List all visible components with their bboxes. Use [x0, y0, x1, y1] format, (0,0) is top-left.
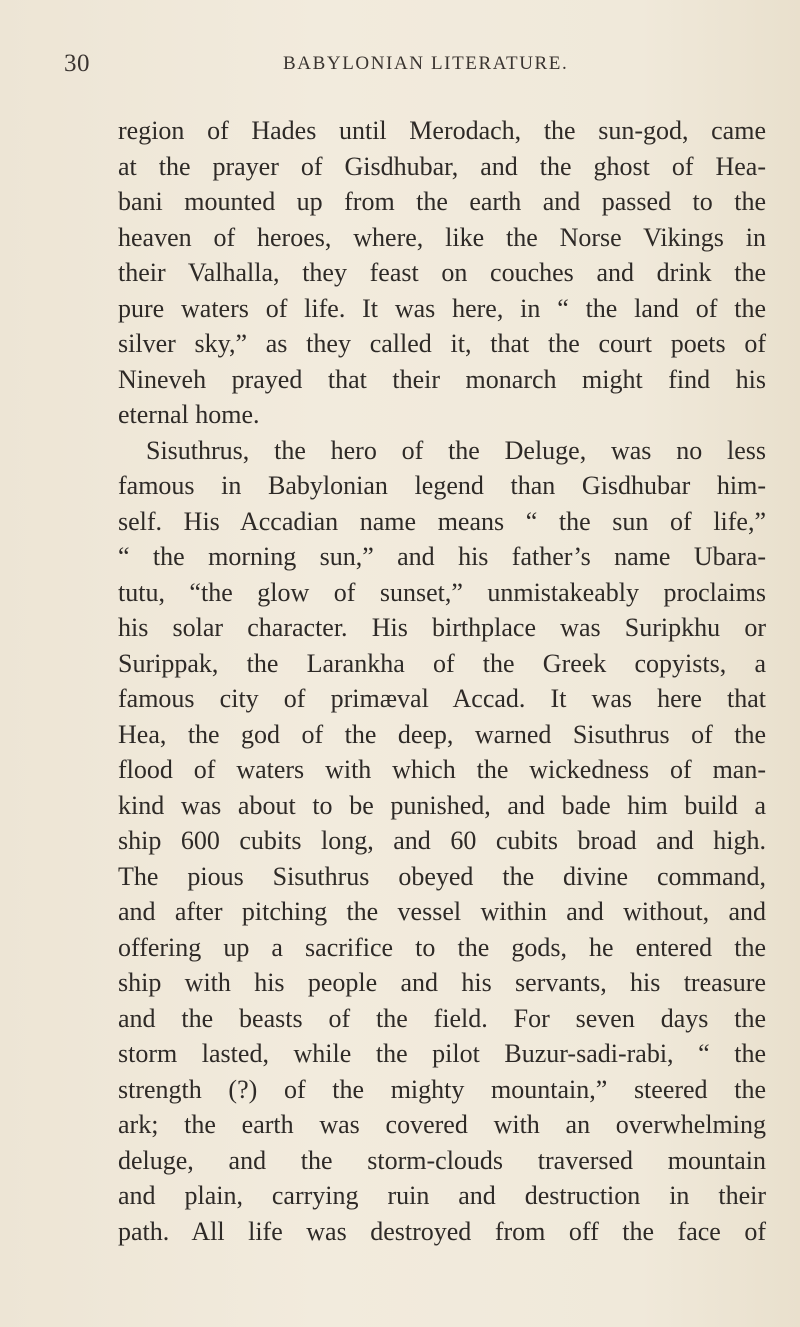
text-line: and after pitching the vessel within and without, and — [118, 897, 766, 926]
text-line: bani mounted up from the earth and passed to the — [118, 187, 766, 216]
text-line: The pious Sisuthrus obeyed the divine command, — [118, 861, 766, 891]
text-line: Nineveh prayed that their monarch might find his — [118, 364, 766, 394]
text-line: region of Hades until Merodach, the sun-god, came — [118, 116, 766, 145]
text-line: offering up a sacrifice to the gods, he entered the — [118, 932, 766, 962]
text-line: flood of waters with which the wickedness of man- — [118, 755, 766, 784]
text-line: ark; the earth was covered with an overwhelming — [118, 1110, 766, 1139]
text-line: silver sky,” as they called it, that the court poets of — [118, 329, 766, 358]
running-head: BABYLONIAN LITERATURE. — [283, 53, 569, 74]
text-line: strength (?) of the mighty mountain,” steered the — [118, 1074, 766, 1104]
text-line: famous in Babylonian legend than Gisdhubar him- — [118, 471, 766, 500]
text-line: and the beasts of the field. For seven days the — [118, 1003, 766, 1033]
text-line: and plain, carrying ruin and destruction in their — [118, 1181, 766, 1210]
text-line: “ the morning sun,” and his father’s name Ubara- — [118, 542, 766, 571]
text-line: Surippak, the Larankha of the Greek copyists, a — [118, 648, 766, 678]
text-line: ship 600 cubits long, and 60 cubits broad and high. — [118, 826, 766, 855]
text-line: path. All life was destroyed from off the face of — [118, 1216, 766, 1246]
page-number: 30 — [64, 50, 90, 77]
text-line: famous city of primæval Accad. It was here that — [118, 684, 766, 713]
text-line: storm lasted, while the pilot Buzur-sadi-rabi, “ the — [118, 1039, 766, 1068]
page-header — [0, 50, 800, 84]
text-line: deluge, and the storm-clouds traversed mountain — [118, 1145, 766, 1175]
text-line: Hea, the god of the deep, warned Sisuthrus of the — [118, 719, 766, 749]
text-line: their Valhalla, they feast on couches and drink the — [118, 258, 766, 287]
text-line: tutu, “the glow of sunset,” unmistakeably proclaims — [118, 577, 766, 607]
text-line: ship with his people and his servants, his treasure — [118, 968, 766, 997]
text-line: heaven of heroes, where, like the Norse Vikings in — [118, 222, 766, 252]
text-line: Sisuthrus, the hero of the Deluge, was no less — [146, 435, 766, 465]
paragraph — [118, 113, 766, 433]
paragraph — [118, 433, 766, 1250]
body-text — [118, 113, 766, 1249]
text-line: self. His Accadian name means “ the sun of life,” — [118, 506, 766, 536]
text-line: kind was about to be punished, and bade him build a — [118, 790, 766, 820]
text-line: eternal home. — [118, 400, 260, 429]
text-line: pure waters of life. It was here, in “ the land of the — [118, 293, 766, 323]
text-line: his solar character. His birthplace was Suripkhu or — [118, 613, 766, 642]
text-line: at the prayer of Gisdhubar, and the ghost of Hea- — [118, 151, 766, 181]
